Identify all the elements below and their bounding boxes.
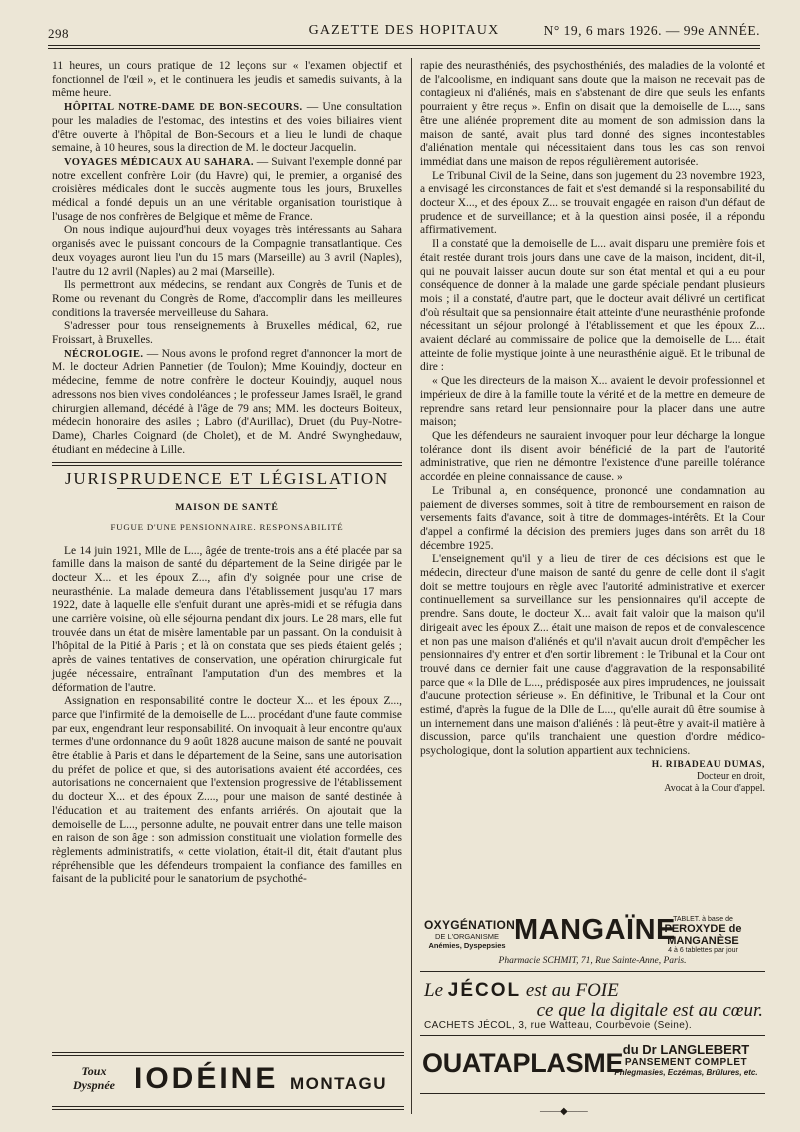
page-number: 298: [48, 26, 69, 41]
paragraph: NÉCROLOGIE. — Nous avons le profond regret d'annoncer la mort de M. le docteur Adrien Pannetier (de Toulon); Mme Kouindjy, docteur en médecine, femme de notre confrère le docteur Kouindjy, auquel nous adressons nos bien vives condoléances ; le professeur James Israël, le grand chirurgien allemand, décédé à l'âge de 79 ans; MM. les docteurs Boiteux, médecin honoraire des asiles ; Labro (d'Aurillac), Druet (du Puy-Notre-Dame), Charles Coignard (de Cholet), et de M. André Swynghedauw, étudiant en médecine à Lille.: [52, 347, 402, 456]
ad-text: Anémies, Dyspepsies: [428, 941, 506, 950]
journal-title: GAZETTE DES HOPITAUX: [308, 23, 500, 38]
paragraph: VOYAGES MÉDICAUX AU SAHARA. — Suivant l'exemple donné par notre excellent confrère Loir (du Havre) qui, le premier, a organisé des croisières médicales dont le succès augmente tous les jours, Bruxelles médical a fondé depuis un an une véritable organisation touristique à l'usage de nos confrères de Belgique et même de France.: [52, 155, 402, 223]
ad-ouataplasme-right: [606, 1042, 766, 1077]
paragraph: Le Tribunal a, en conséquence, prononcé une condamnation au paiement de diverses sommes, soit à titre de remboursement en raison de versements faits d'avance, soit à titre de dommages-intérêts. Et la Cour d'appel a confirmé la décision des premiers juges dans son arrêt du 18 décembre 1925.: [420, 484, 765, 552]
advertisements: [420, 908, 765, 1094]
ad-maker: MONTAGU: [290, 1074, 388, 1093]
section-rule: [52, 462, 402, 466]
ad-text: PANSEMENT COMPLET: [624, 1057, 748, 1068]
ad-text: [424, 980, 619, 1002]
paragraph: « Que les directeurs de la maison X... avaient le devoir professionnel et impérieux de dire à la famille toute la vérité et de la mettre en demeure de reprendre sans retard leur pensionnaire pour la placer dans une autre maison;: [420, 375, 765, 429]
short-rule: [117, 488, 337, 489]
ad-product-name: JÉCOL: [447, 980, 522, 1001]
article-subtitle: FUGUE D'UNE PENSIONNAIRE. RESPONSABILITÉ: [110, 521, 344, 532]
right-column: [420, 60, 765, 795]
ad-text: OXYGÉNATION: [424, 918, 516, 932]
author-title: Docteur en droit,: [696, 770, 765, 782]
ad-product-name: MANGAÏNE: [514, 914, 676, 946]
ad-mangaine-left: [424, 918, 516, 950]
paragraph: S'adresser pour tous renseignements à Bruxelles médical, 62, rue Froissart, à Bruxelles.: [52, 320, 402, 347]
ad-text: 4 à 6 tablettes par jour: [668, 947, 738, 954]
ad-text: PEROXYDE de MANGANÈSE: [664, 923, 742, 947]
fleuron-ornament: ——◆——: [540, 1106, 588, 1117]
ad-address: CACHETS JÉCOL, 3, rue Watteau, Courbevoie (Seine).: [424, 1020, 693, 1031]
ad-indications: [62, 1064, 126, 1092]
ad-text: Dyspnée: [73, 1078, 115, 1092]
ad-product-name: OUATAPLASME: [422, 1048, 624, 1078]
ad-text: du Dr LANGLEBERT: [622, 1042, 750, 1057]
section-heading: JURISPRUDENCE ET LÉGISLATION: [65, 469, 389, 489]
paragraph: Ils permettront aux médecins, se rendant aux Congrès de Tunis et de Rome ou revenant du Congrès de Rome, d'accomplir dans les meilleures conditions la traversée merveilleuse du Sahara.: [52, 279, 402, 319]
ad-text: Toux: [81, 1064, 107, 1078]
page-header: [48, 20, 760, 42]
ad-rule: [52, 1106, 404, 1110]
ad-mangaine: [420, 908, 765, 972]
author-title: Avocat à la Cour d'appel.: [664, 782, 765, 794]
ad-text: TABLET. à base de: [673, 916, 733, 923]
ad-mangaine-right: [642, 916, 764, 954]
paragraph: 11 heures, un cours pratique de 12 leçons sur « l'examen objectif et fonctionnel de l'œil », et le continuera les jeudis et samedis suivants, à la même heure.: [52, 60, 402, 100]
news-heading: NÉCROLOGIE.: [64, 348, 144, 360]
paragraph: Le 14 juin 1921, Mlle de L..., âgée de trente-trois ans a été placée par sa famille dans la maison de santé du département de la Seine dirigée par le docteur X... et les époux Z..., afin d'y soignée pour une crise de neurasthénie. La malade demeura dans l'établissement jusqu'au 17 mars 1922, date à laquelle elle s'enfuit durant une après-midi et se réfugia dans une carrière voisine, où elle séjourna pendant dix jours. Le 28 mars, elle fut trouvée dans un état de misère lamentable par un passant. On la conduisit à l'hôpital de la Pitié à Paris ; et là on constata que ses pieds étaient gelés ; après de vaines tentatives de conservation, une opération chirurgicale fut jugée nécessaire, entraînant l'amputation d'un des membres et la déformation de l'autre.: [52, 544, 402, 694]
ad-text: Phlegmasies, Eczémas, Brûlures, etc.: [614, 1068, 758, 1077]
ad-text: ce que la digitale est au cœur.: [536, 1000, 763, 1021]
ad-text: DE L'ORGANISME: [435, 932, 499, 941]
paragraph: L'enseignement qu'il y a lieu de tirer de ces décisions est que le médecin, directeur d'une maison de santé du genre de celle dont il s'agit doit se mettre toujours en règle avec l'autorité administrative et exercer continuellement sa surveillance sur les pensionnaires qu'il accepte de prendre. Sans doute, le docteur X... avait fait valoir que la maison qu'il dirigeait avec les époux Z... était une maison de repos et de convalescence et non pas une maison d'aliénés et qu'il n'avait aucun droit d'empêcher les pensionnaires d'y entrer et d'en sortir librement : le Tribunal et la Cour ont trouvé dans ce dernier fait une cause d'aggravation de la responsabilité parce que « la Dlle de L..., prédisposée aux pires imprudences, ne jouissait d'aucune protection sérieuse ». En définitive, le Tribunal et la Cour ont estimé, d'après la fugue de la Dlle de L..., qu'elle aurait dû être soumise à un internement dans une maison d'aliénés : là peut-être y avait-il matière à discussion, parce qu'ils tranchaient une question d'ordre médico-psychologique, dont la solution appartient aux techniciens.: [420, 553, 765, 758]
author-name: H. RIBADEAU DUMAS,: [651, 759, 765, 770]
paragraph: Il a constaté que la demoiselle de L... avait disparu une première fois et était restée durant trois jours dans une cave de la maison, incident, dit-il, qui ne pouvait laisser aucun doute sur son état mental et qui a eu pour conséquence de donner à la malade une garde spéciale pendant plusieurs mois ; il a constaté, d'autre part, que le docteur avait délivré un certificat d'où résultait que sa pensionnaire était atteinte d'une neurasthénie profonde nécessitant un séjour prolongé à l'établissement et que les époux Z... avaient déclaré au commissaire de police que la demoiselle de L... était atteinte de folie mystique jointe à une neurasthénie aiguë. Et le tribunal de dire :: [420, 238, 765, 374]
paragraph: HÔPITAL NOTRE-DAME DE BON-SECOURS. — Une consultation pour les maladies de l'estomac, des intestins et des voies biliaires vient d'être ouverte à l'hôpital de Bon-Secours et a lieu le lundi de chaque semaine, à 10 heures, sous la direction de M. le docteur Jacquelin.: [52, 101, 403, 155]
column-divider: [411, 58, 412, 1114]
paragraph: On nous indique aujourd'hui deux voyages très intéressants au Sahara organisés avec le puissant concours de la Compagnie transatlantique. Ces deux voyages auront lieu l'un du 15 mars (Marseille) au 3 avril (Naples), l'autre du 12 avril (Naples) au 2 mai (Marseille).: [52, 224, 402, 278]
ad-ouataplasme: [420, 1036, 765, 1094]
ad-jecol: [420, 972, 765, 1036]
ad-iodeine: [52, 1052, 404, 1110]
issue-info: N° 19, 6 mars 1926. — 99e ANNÉE.: [543, 23, 760, 38]
article-title: MAISON DE SANTÉ: [175, 502, 279, 514]
ad-address: Pharmacie SCHMIT, 71, Rue Sainte-Anne, Paris.: [498, 956, 687, 966]
paragraph: rapie des neurasthéniés, des psychosthéniés, des maladies de la volonté et de l'alcoolisme, en indiquant sans doute que la maison ne recevait pas de contagieux ni d'aliénés, mais en s'abstenant de dire que seuls les enfants pourraient y être reçus ». Enfin on disait que la demoiselle de L..., sans être une aliénée proprement dite au moment de son admission dans la maison de santé, avait plus tard donné des signes incontestables d'aliénation mentale qui nécessitaient dans tous les cas son renvoi immédiat dans une maison de repos régulièrement autorisée.: [420, 60, 765, 168]
left-column: [52, 60, 402, 887]
signature: [420, 759, 765, 795]
ad-product-name: IODÉINE: [134, 1062, 279, 1095]
ad-rule: [52, 1052, 404, 1056]
ad-text: est au FOIE: [525, 980, 619, 1001]
header-rule: [48, 45, 760, 49]
news-heading: HÔPITAL NOTRE-DAME DE BON-SECOURS.: [64, 102, 303, 114]
paragraph: Assignation en responsabilité contre le docteur X... et les époux Z..., parce que l'infirmité de la demoiselle de L... procédant d'une faute commise par eux, engendrant leur responsabilité. On invoquait à leur encontre qu'aux termes d'une ordonnance du 9 août 1828 aucune maison de santé ne pouvait être établie à Paris et dans le département de la Seine, sans une autorisation du préfet de police et que, si des autorisations avaient été accordées, ces autorisations ne concernaient que l'extension progressive de l'établissement du docteur X... et des époux Z...., pour une maison de santé destinée à l'éducation et au traitement des enfants arriérés. On ajoutait que la demoiselle de L..., personne adulte, ne pouvait entrer dans une telle maison en raison de son âge : son admission constituait une violation formelle des règlements administratifs, « cette violation, était-il dit, était d'autant plus répréhensible que les défendeurs trompaient la confiance des familles en faisant de la publicité pour le sanatorium de psychothé-: [52, 695, 402, 886]
ad-text: Le: [424, 980, 443, 1001]
paragraph: Que les défendeurs ne sauraient invoquer pour leur décharge la longue tolérance dont ils disent avoir bénéficié de la part de l'autorité administrative, que rien ne démontre l'existence d'une pareille tolérance accordée en pleine connaissance de cause. »: [420, 429, 765, 484]
paragraph: Le Tribunal Civil de la Seine, dans son jugement du 23 novembre 1923, a envisagé les circonstances de fait et s'est demandé si la responsabilité du docteur X..., et des époux Z... se trouvait engagée en raison d'un défaut de prudence et de surveillance; et à la question ainsi posée, il a répondu affirmativement.: [420, 169, 765, 237]
news-heading: VOYAGES MÉDICAUX AU SAHARA.: [64, 156, 254, 168]
